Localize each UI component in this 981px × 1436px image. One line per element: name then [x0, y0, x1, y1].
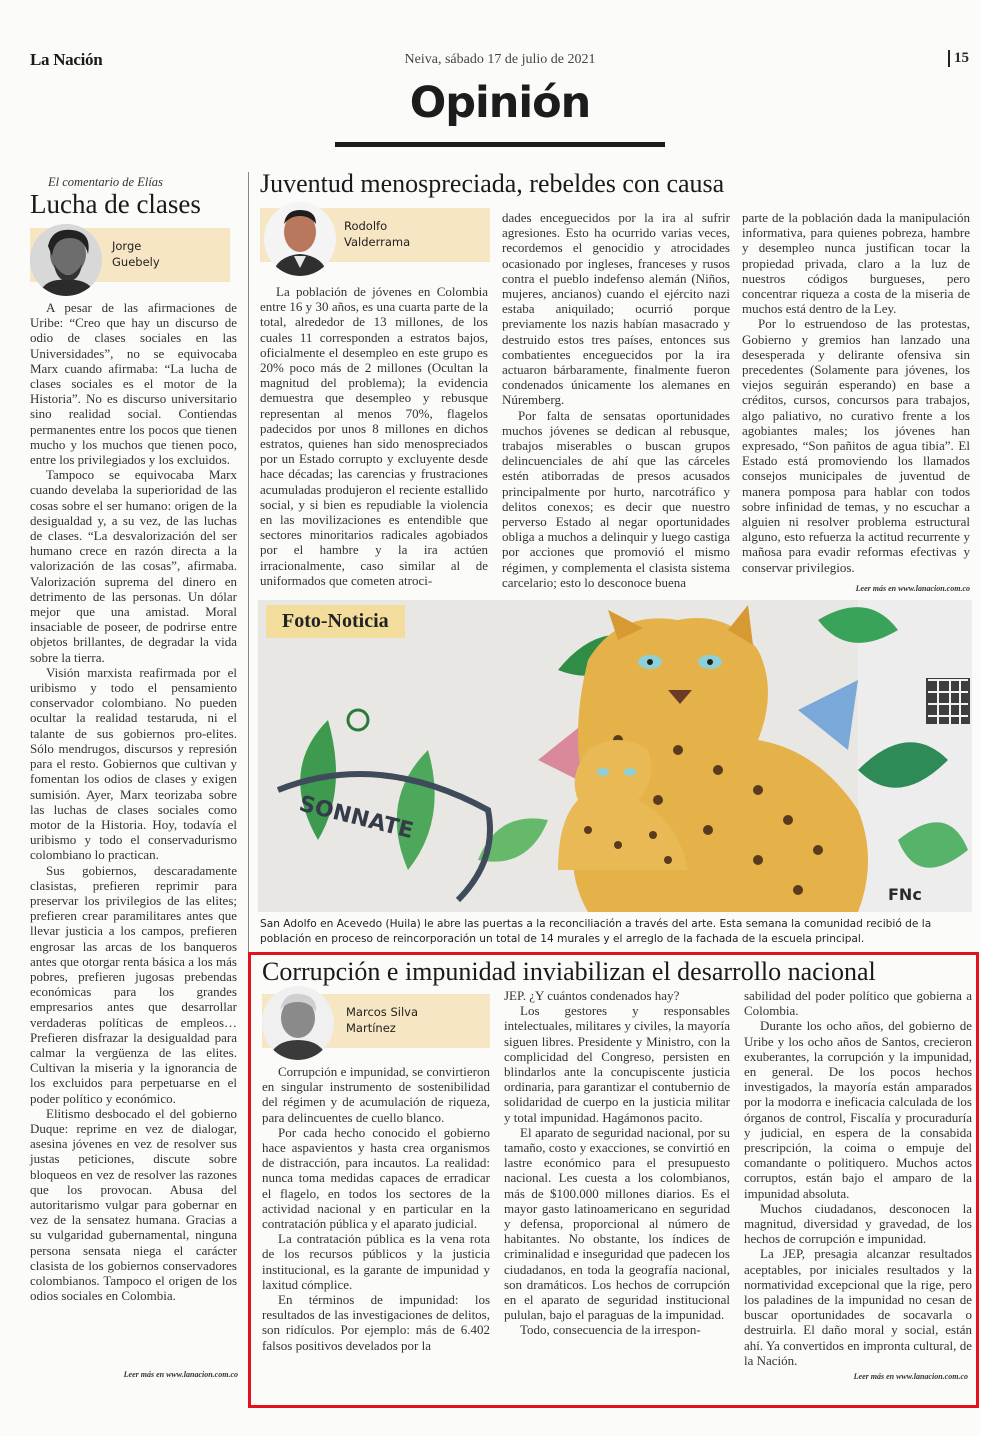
left-article-title: Lucha de clases	[30, 189, 201, 219]
read-more-link[interactable]: Leer más en www.lanacion.com.co	[855, 584, 970, 593]
kicker: El comentario de Elías	[48, 175, 163, 189]
author-avatar	[262, 986, 334, 1060]
section-rule	[335, 142, 665, 147]
author-name: Rodolfo Valderrama	[344, 219, 411, 249]
bottom-article-col-2: JEP. ¿Y cuántos condenados hay? Los gestores y responsables intelectuales, militares y civiles, la mayoría siguen libres. Presidente y Ministro, con la complicidad del Congreso, persisten en blindarlos ante la concupiscente justicia ordinaria, para garantizar el contubernio de solidaridad de cuerpo en la justicia militar y total impunidad. Hagámonos pacito. El aparato de seguridad nacional, por su tamaño, costo y exacciones, se convirtió en lastre económico para el presupuesto nacional. Les cuesta a los colombianos, más de $100.000 millones diarios. Es el mayor gasto latinoamericano en seguridad y defensa, proporcional al número de habitantes. No obstante, los índices de criminalidad e inseguridad que padecen los ciudadanos, en toda la geografía nacional, son dramáticos. Los hechos de corrupción en el aparato de seguridad institucional pululan, bajo el paraguas de la impunidad. Todo, consecuencia de la irrespon-	[504, 988, 730, 1338]
author-name: Jorge Guebely	[112, 239, 160, 269]
photo-caption: San Adolfo en Acevedo (Huila) le abre las puertas a la reconciliación a través del arte. Esta semana la comunidad recibió de la población en proceso de reincorporación un total de 14 murales y el arreglo de la fachada de la escuela principal.	[260, 918, 932, 945]
mural-signature: FNc	[888, 885, 922, 904]
author-avatar	[264, 202, 336, 276]
author-name: Marcos Silva Martínez	[346, 1005, 418, 1035]
mural-graffiti-text: SONNATE	[296, 791, 416, 845]
top-article-title: Juventud menospreciada, rebeldes con causa	[260, 169, 725, 198]
read-more-link[interactable]: Leer más en www.lanacion.com.co	[123, 1370, 238, 1379]
masthead-logo: La Nación	[30, 50, 103, 69]
top-article-col-3: parte de la población dada la manipulación informativa, para quienes pobreza, hambre y desempleo nunca justifican tocar la propiedad privada, claro a la luz de nuestros códigos burgueses, pero concentrar riqueza a costa de la miseria de muchos está dentro de la Ley. Por lo estruendoso de las protestas, Gobierno y gremios han lanzado una desesperada y delirante ofensiva sin precedentes (Solamente para jóvenes, los viejos seguirán esperando) en base a créditos, cursos, concursos para trabajos, algo paliativo, no curativo frente a los agobiantes males; los jóvenes han expresado, “Son pañitos de agua tibia”. El Estado está promoviendo los llamados consejos municipales de juventud de manera pomposa para hablar con todos sobre infinidad de temas, y no escuchar a alguien ni resolver problema estructural alguno, esto refuerza la actitud recurrente y mañosa para evadir reformas efectivas y conservar privilegios.	[742, 210, 970, 575]
photo-news-label: Foto-Noticia	[266, 605, 405, 638]
author-avatar	[30, 224, 102, 296]
read-more-link[interactable]: Leer más en www.lanacion.com.co	[853, 1372, 968, 1381]
dateline: Neiva, sábado 17 de julio de 2021	[404, 52, 596, 67]
photo-mural	[258, 600, 972, 912]
top-article-col-1: La población de jóvenes en Colombia entre 16 y 30 años, es una cuarta parte de la total, alrededor de 13 millones, de los cuales 11 corresponden a estratos bajos, oficialmente el desempleo en este grupo es 20% poco más de 2 millones (Ocultan la magnitud del problema); la evidencia demuestra que desempleo y rebusque representan al menos 70%, flagelos padecidos por unos 8 millones en dichos estratos, quienes han sido menospreciados por un Estado corrupto y excluyente desde hace décadas; las carencias y frustraciones acumuladas produjeron el reciente estallido social, y si bien es repudiable la violencia en las movilizaciones es entendible que sectores minoritarios radicales agobiados por el hambre y la ira actúen irracionalmente, caso similar al de uniformados que cometen atroci-	[260, 284, 488, 588]
section-title: Opinión	[409, 78, 591, 128]
bottom-article-title: Corrupción e impunidad inviabilizan el desarrollo nacional	[262, 957, 876, 986]
bottom-article-col-3: sabilidad del poder político que gobierna a Colombia. Durante los ocho años, del gobierno de Uribe y los ocho años de Santos, crecieron exuberantes, la corrupción y la impunidad, en general. De los pocos hechos investigados, la mayoría están amparados por la modorra e ineficacia calculada de los órganos de control, Fiscalía y procuraduría y judicial, en espera de la consabida prescripción, la coima o empuje del comandante o politiquero. Muchos actos corruptos, están bajo el amparo de la impunidad absoluta. Muchos ciudadanos, desconocen la magnitud, diversidad y gravedad, de los hechos de corrupción e impunidad. La JEP, presagia alcanzar resultados aceptables, por iniciales resultados y la normatividad excepcional que la rige, pero los paladines de la impunidad no cesan de buscar oportunidades de socavarla o destruirla. El daño moral y social, están ahí. Ya convertidos en impronta cultural, de la Nación.	[744, 988, 972, 1368]
top-article-col-2: dades enceguecidos por la ira al sufrir agresiones. Esto ha ocurrido varias veces, recordemos el genocidio y atrocidades ocasionado por ingleses, franceses y rusos contra el pueblo indefenso alemán (Niños, mujeres, ancianos) cuando el ejército nazi estaba aniquilado; ocurrió porque previamente los nazis habían masacrado y destruido estos tres países, entonces sus combatientes enceguecidos por la ira actuaron bárbaramente, finalmente fueron condenados únicamente los alemanes en Núremberg. Por falta de sensatas oportunidades muchos jóvenes se dedican al rebusque, trabajos miserables o buscan grupos delincuenciales de ahí que las cárceles estén atiborradas de presos acusados principalmente por hurto, narcotráfico y delitos conexos; es decir que nuestro perverso Estado al negar oportunidades obliga a muchos a delinquir y luego castiga por acciones que promovió el mismo régimen, y complementa el clasista sistema carcelario; esto lo desconoce buena	[502, 210, 730, 590]
left-article-body: A pesar de las afirmaciones de Uribe: “Creo que hay un discurso de odio de clases sociales en las Universidades”, no se equivocaba Marx cuando afirmaba: “La lucha de clases sociales es el motor de la Historia”. No es discurso universitario sino realidad social. Contiendas permanentes entre los pocos que tienen mucho y los muchos que tienen poco, entre los privilegiados y los excluidos. Tampoco se equivocaba Marx cuando develaba la superioridad de las cosas sobre el ser humano: origen de la desigualdad y, a su vez, de las luchas de clases. “La desvalorización del ser humano crece en razón directa a la valorización de las cosas”, afirmaba. Valorización suprema del dinero en detrimento de las personas. Un dólar mejor que una amistad. Moral insaciable de poseer, de podrirse entre objetos brillantes, de degradar la vida sobre la tierra. Visión marxista reafirmada por el uribismo y todo el pensamiento conservador colombiano. No pueden ocultar la realidad testaruda, ni el talante de sus gobiernos pro-elites. Sólo mendrugos, discursos y represión para el resto. Gobiernos que cultivan y fomentan los odios de clases y exigen sumisión. Ayer, Marx teorizaba sobre las luchas de clases sociales como motor de la Historia. Hoy, todavía el uribismo y todo el conservadurismo colombiano lo practican. Sus gobiernos, descaradamente clasistas, prefieren reprimir para preservar los privilegios de las elites; prefieren crear paramilitares antes que llevar justicia a los campos, prefieren engrosar las arcas de los banqueros antes que otorgar renta básica a los más pobres, prefieren jugosas prebendas económicas para los grandes empresarios antes que desarrollar verdaderas políticas de empleos… Prefieren disfrazar la desigualdad para calmar la vergüenza de las elites. Cultivan la miseria y la ignorancia de los excluidos para perpetuarse en el poder político y económico. Elitismo desbocado el del gobierno Duque: reprime en vez de dialogar, asesina jóvenes en vez de resolver sus justas peticiones, discute sobre bloqueos en vez de resolver las razones que los provocan. Abusa del autoritarismo vulgar para gobernar en vez de la sensatez humana. Gracias a su vulgaridad gubernamental, ninguna persona sensata niega el carácter clasista de los gobiernos conservadores colombianos. Tampoco el origen de los odios sociales en Colombia.	[30, 300, 237, 1304]
page-number: 15	[948, 50, 969, 67]
bottom-article-col-1: Corrupción e impunidad, se convirtieron en singular instrumento de sostenibilidad del régimen y de acumulación de riqueza, para delincuentes de cuello blanco. Por cada hecho conocido el gobierno hace aspavientos y hasta crea organismos de distracción, para incautos. La realidad: nunca toma medidas capaces de erradicar el flagelo, en todos los sectores de la actividad nacional y en particular en la contratación pública y el aparato judicial. La contratación pública es la vena rota de los recursos públicos y la justicia institucional, es la garante de impunidad y laxitud cómplice. En términos de impunidad: los resultados de las investigaciones de delitos, son ridículos. Por ejemplo: más de 6.402 falsos positivos develados por la	[262, 1064, 490, 1353]
